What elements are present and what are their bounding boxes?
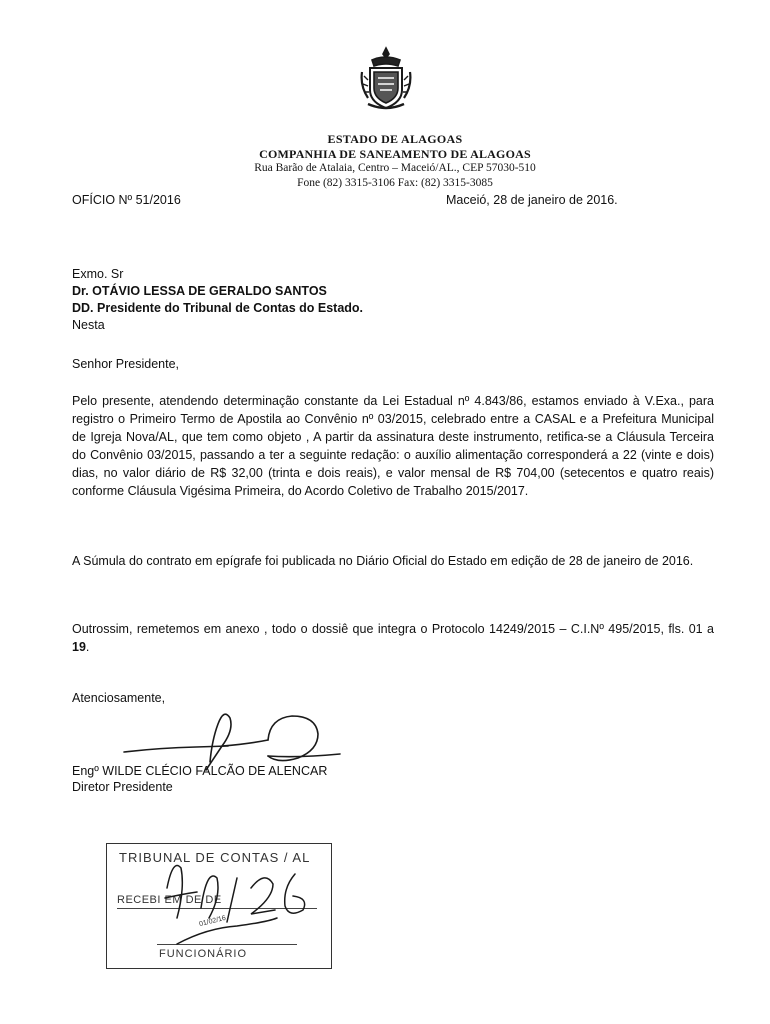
recipient-name: Dr. OTÁVIO LESSA DE GERALDO SANTOS [72, 284, 327, 298]
stamp-received-label: RECEBI EM DE DE [117, 894, 222, 906]
stamp-official-label: FUNCIONÁRIO [159, 948, 247, 960]
place-and-date: Maceió, 28 de janeiro de 2016. [446, 193, 618, 207]
closing: Atenciosamente, [72, 691, 166, 705]
salutation: Senhor Presidente, [72, 357, 180, 371]
recipient-location: Nesta [72, 318, 105, 332]
body-paragraph-2: A Súmula do contrato em epígrafe foi publicada no Diário Oficial do Estado em edição de 28 de janeiro de 2016. [72, 554, 694, 568]
recipient-title: DD. Presidente do Tribunal de Contas do Estado. [72, 301, 364, 315]
stamp-signature-icon [147, 848, 327, 964]
org-address: Rua Barão de Atalaia, Centro – Maceió/AL., CEP 57030-510 [254, 162, 536, 174]
signatory-title: Diretor Presidente [72, 780, 173, 794]
recipient-honorific: Exmo. Sr [72, 267, 124, 281]
stamp-handwritten-note: 01/02/16 [198, 914, 227, 929]
stamp-court-name: TRIBUNAL DE CONTAS / AL [119, 850, 311, 865]
receipt-stamp [106, 843, 332, 969]
signatory-name: Engº WILDE CLÉCIO FALCÃO DE ALENCAR [72, 764, 328, 778]
org-state: ESTADO DE ALAGOAS [327, 132, 463, 146]
coat-of-arms-icon [358, 46, 414, 112]
org-phone: Fone (82) 3315-3106 Fax: (82) 3315-3085 [297, 177, 493, 189]
body-paragraph-3 [72, 620, 714, 656]
paragraph-3-end: . [85, 640, 90, 654]
paragraph-3-text: Outrossim, remetemos em anexo , todo o dossiê que integra o Protocolo 14249/2015 – C.I.Nº 495/2015, fls. 01 a [72, 622, 714, 636]
org-company: COMPANHIA DE SANEAMENTO DE ALAGOAS [259, 147, 531, 161]
document-reference: OFÍCIO Nº 51/2016 [72, 193, 181, 207]
body-paragraph-1: Pelo presente, atendendo determinação constante da Lei Estadual nº 4.843/86, estamos enviado à V.Exa., para registro o Primeiro Termo de Apostila ao Convênio nº 03/2015, celebrado entre a CASAL e a Prefeitura Municipal de Igreja Nova/AL, que tem como objeto , A partir da assinatura deste instrumento, retifica-se a Cláusula Terceira do Convênio 03/2015, passando a ter a seguinte redação: o auxílio alimentação corresponderá a 22 (vinte e dois) dias, no valor diário de R$ 32,00 (trinta e dois reais), e valor mensal de R$ 704,00 (setecentos e quatro reais) conforme Cláusula Vigésima Primeira, do Acordo Coletivo de Trabalho 2015/2017. [72, 394, 714, 498]
paragraph-3-page-count: 19 [72, 640, 86, 654]
